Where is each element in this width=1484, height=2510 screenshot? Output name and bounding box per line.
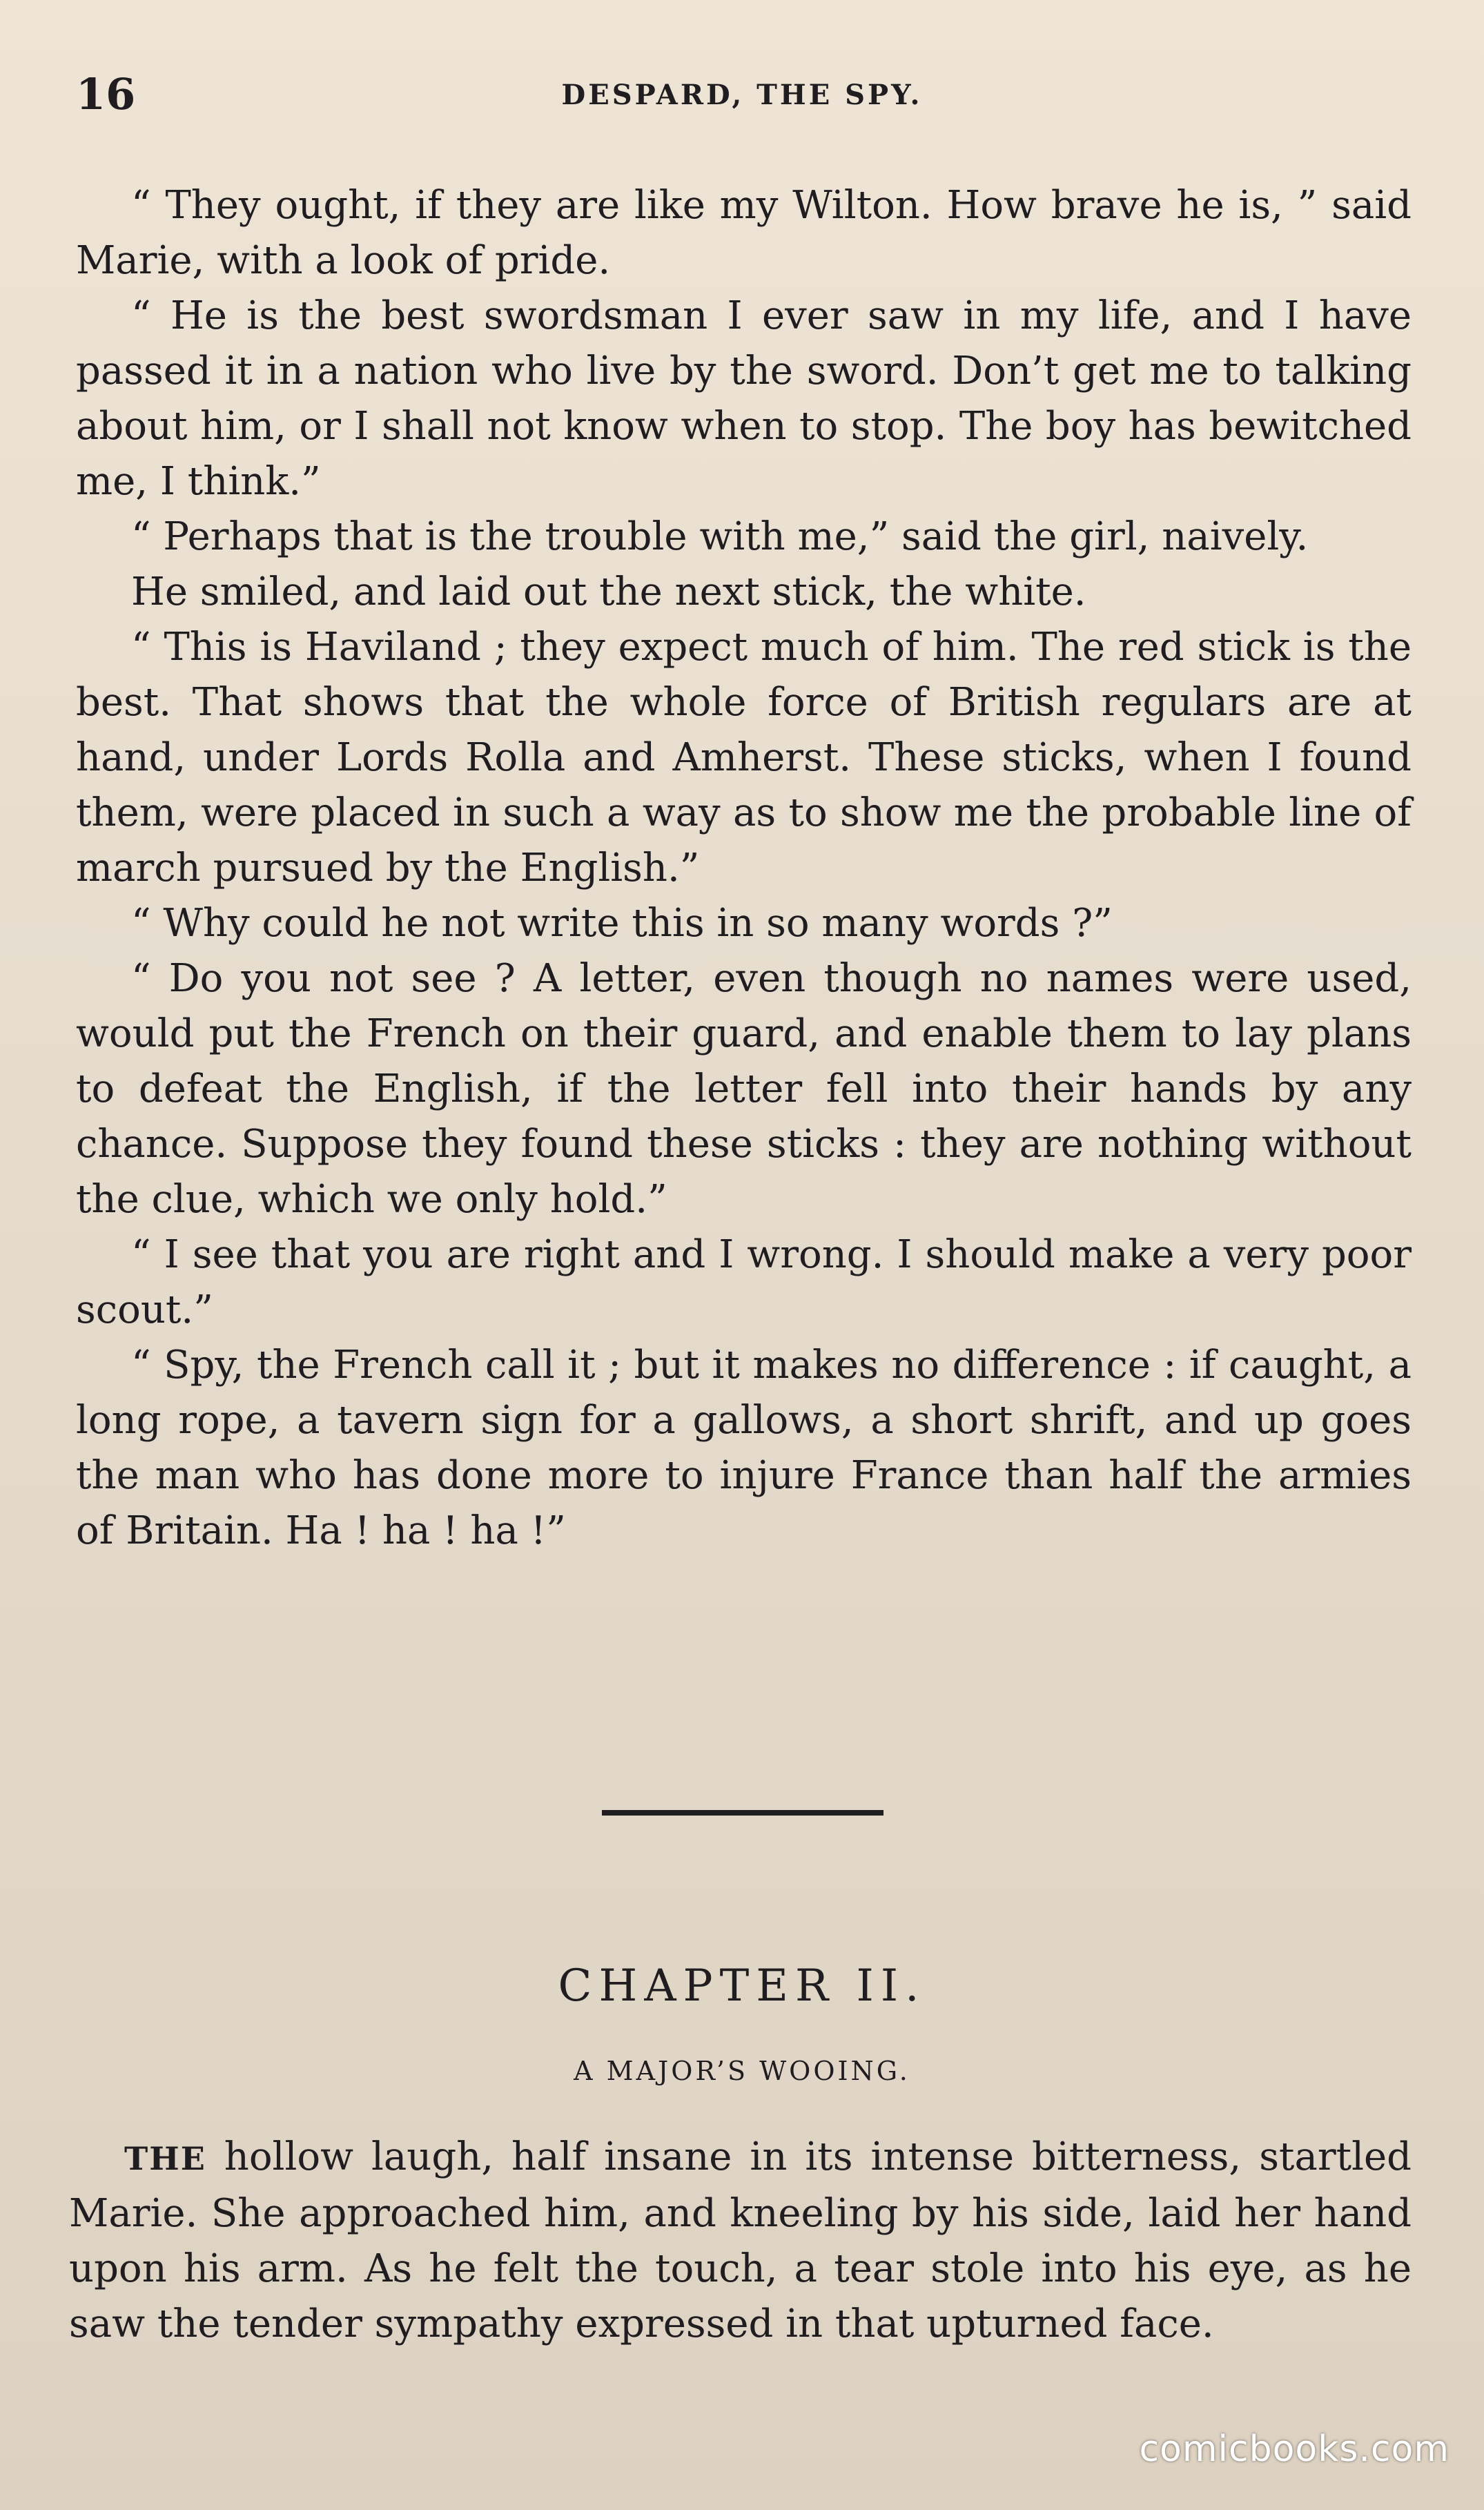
paragraph: “ He is the best swordsman I ever saw in my life, and I have passed it in a nation who live by the sword. Don’t get me to talking about him, or I shall not know when to stop. The boy has bewitched me, I think.” [76, 293, 1412, 504]
page-header [76, 69, 1408, 117]
paragraph: He smiled, and laid out the next stick, the white. [131, 570, 1086, 614]
paragraph: “ Why could he not write this in so many words ?” [131, 901, 1113, 946]
opening-text: hollow laugh, half insane in its intense bitterness, startled Marie. She approached him, and kneeling by his side, laid her hand upon his arm. As he felt the touch, a tear stole into his eye, as he saw the tender sympathy expressed in that upturned face. [69, 2134, 1412, 2346]
page-number: 16 [76, 69, 136, 119]
site-watermark: comicbooks.com [1139, 2429, 1449, 2470]
section-divider [602, 1810, 883, 1816]
opening-small-caps: THE [124, 2140, 206, 2177]
chapter-subtitle: A MAJOR’S WOOING. [574, 2056, 910, 2086]
paragraph [69, 2130, 1412, 2352]
chapter-heading: CHAPTER II. [558, 1961, 926, 2012]
running-head: DESPARD, THE SPY. [561, 79, 923, 111]
body-text [76, 178, 1412, 1559]
paragraph: “ Do you not see ? A letter, even though no names were used, would put the French on their guard, and enable them to lay plans to defeat the English, if the letter fell into their hands by any chance. Suppose they found these sticks : they are nothing without the clue, which we only hold.” [76, 956, 1412, 1222]
paragraph: “ This is Haviland ; they expect much of him. The red stick is the best. That shows that the whole force of British regulars are at hand, under Lords Rolla and Amherst. These sticks, when I found them, were placed in such a way as to show me the probable line of march pursued by the English.” [76, 625, 1412, 891]
paragraph: “ Perhaps that is the trouble with me,” said the girl, naively. [131, 514, 1309, 559]
paragraph: “ They ought, if they are like my Wilton. How brave he is, ” said Marie, with a look of pride. [76, 183, 1412, 283]
paragraph: “ Spy, the French call it ; but it makes no difference : if caught, a long rope, a tavern sign for a gallows, a short shrift, and up goes the man who has done more to injure France than half the armies of Britain. Ha ! ha ! ha !” [76, 1343, 1412, 1553]
chapter-opening [69, 2130, 1412, 2352]
paragraph: “ I see that you are right and I wrong. I should make a very poor scout.” [76, 1232, 1412, 1332]
